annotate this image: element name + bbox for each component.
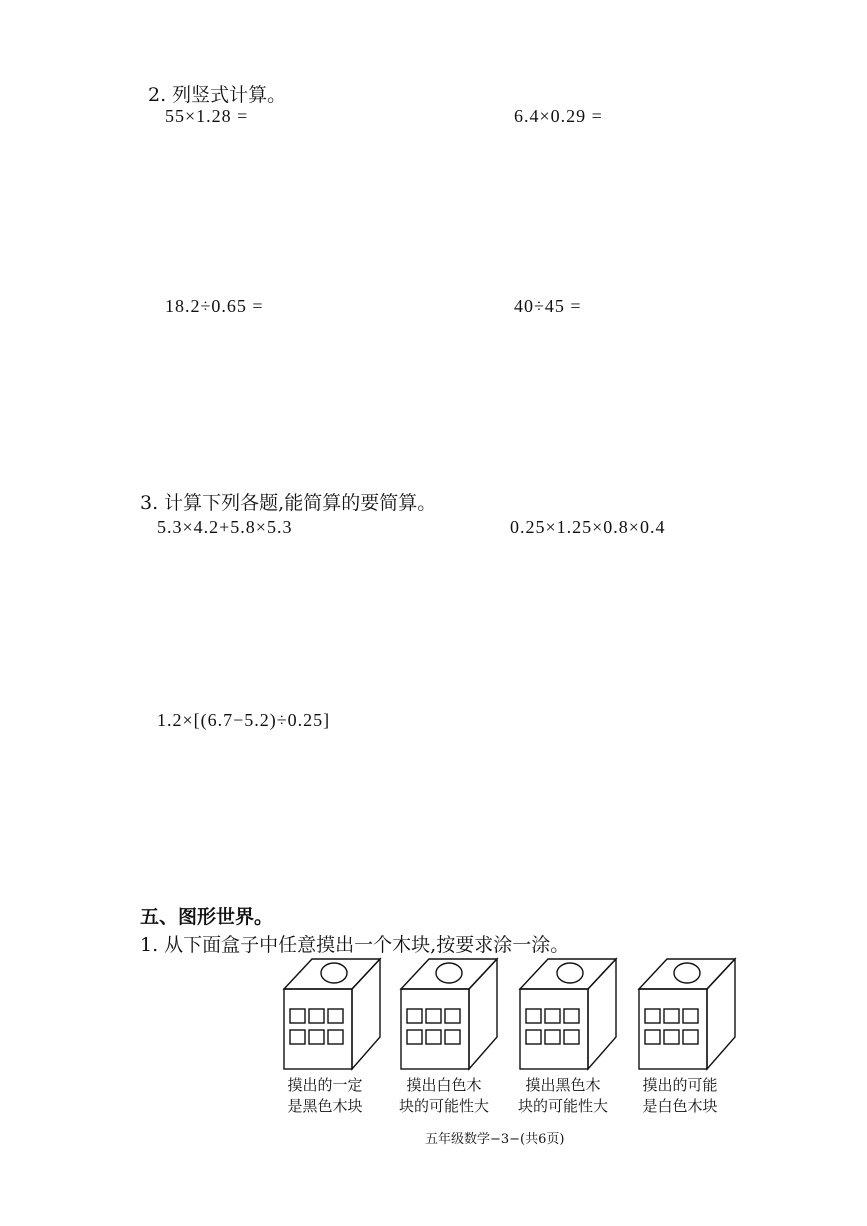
section-3-title: 3. 计算下列各题,能简算的要简算。 — [140, 492, 437, 514]
problem-2-3: 18.2÷0.65 = — [165, 296, 264, 316]
section-2-title: 2. 列竖式计算。 — [148, 84, 287, 106]
problem-2-4: 40÷45 = — [514, 296, 582, 316]
box-2-caption-line1: 摸出白色木 — [406, 1076, 482, 1094]
box-1-caption — [270, 1075, 380, 1117]
box-2-illustration — [399, 957, 499, 1072]
box-4-illustration — [637, 957, 737, 1072]
problem-3-1: 5.3×4.2+5.8×5.3 — [157, 517, 293, 537]
box-3-caption-line1: 摸出黑色木 — [525, 1076, 601, 1094]
problem-3-3: 1.2×[(6.7−5.2)÷0.25] — [157, 710, 331, 730]
box-3-caption — [508, 1075, 618, 1117]
section-5-question-1: 1. 从下面盒子中任意摸出一个木块,按要求涂一涂。 — [140, 934, 570, 956]
box-2-caption — [389, 1075, 499, 1117]
box-3-caption-line2: 块的可能性大 — [517, 1097, 608, 1115]
problem-3-2: 0.25×1.25×0.8×0.4 — [510, 517, 666, 537]
box-2-caption-line2: 块的可能性大 — [398, 1097, 489, 1115]
page-footer: 五年级数学−3−(共6页) — [425, 1132, 565, 1147]
box-3-illustration — [518, 957, 618, 1072]
box-1-caption-line1: 摸出的一定 — [287, 1076, 363, 1094]
box-1-caption-line2: 是黑色木块 — [287, 1097, 363, 1115]
problem-2-1: 55×1.28 = — [165, 106, 249, 126]
problem-2-2: 6.4×0.29 = — [514, 106, 603, 126]
box-4-caption-line2: 是白色木块 — [642, 1097, 718, 1115]
box-4-caption-line1: 摸出的可能 — [642, 1076, 718, 1094]
section-5-title: 五、图形世界。 — [140, 906, 274, 928]
box-1-illustration — [282, 957, 382, 1072]
box-4-caption — [625, 1075, 735, 1117]
